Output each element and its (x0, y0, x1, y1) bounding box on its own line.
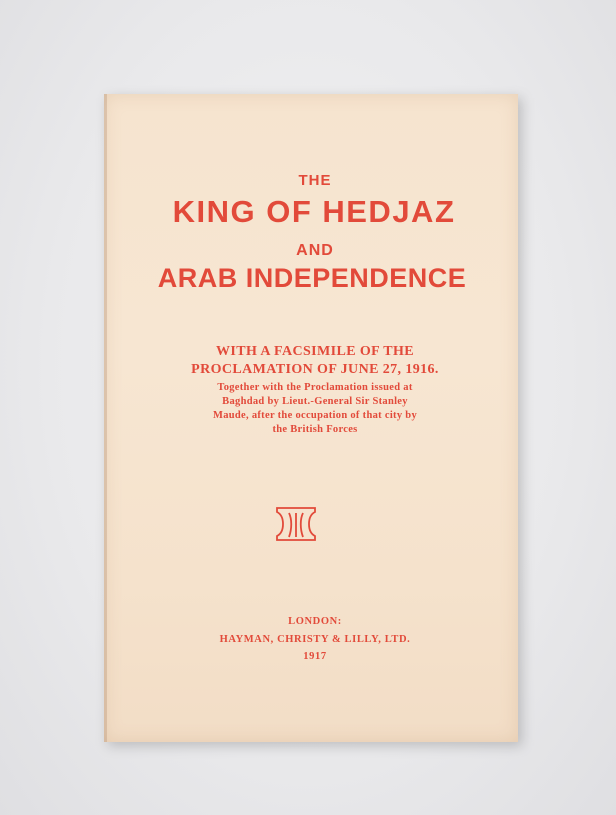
note-line-1: Together with the Proclamation issued at (217, 382, 413, 393)
title-main: KING OF HEDJAZ (172, 194, 456, 229)
booklet-cover (104, 94, 518, 742)
facsimile-line-1: WITH A FACSIMILE OF THE (216, 344, 414, 359)
note-line-4: the British Forces (272, 424, 358, 435)
publisher-name: HAYMAN, CHRISTY & LILLY, LTD. (219, 634, 411, 645)
note-line-3: Maude, after the occupation of that city by (212, 410, 418, 421)
title-sub: ARAB INDEPENDENCE (157, 263, 467, 293)
printers-mark-icon (275, 505, 317, 543)
note-line-2: Baghdad by Lieut.-General Sir Stanley (222, 396, 408, 407)
spine-edge (104, 94, 107, 742)
publisher-city: LONDON: (288, 616, 342, 627)
publisher-year: 1917 (303, 651, 327, 662)
facsimile-line-2: PROCLAMATION OF JUNE 27, 1916. (191, 362, 439, 377)
title-and: AND (296, 242, 334, 259)
title-the: THE (298, 172, 332, 189)
